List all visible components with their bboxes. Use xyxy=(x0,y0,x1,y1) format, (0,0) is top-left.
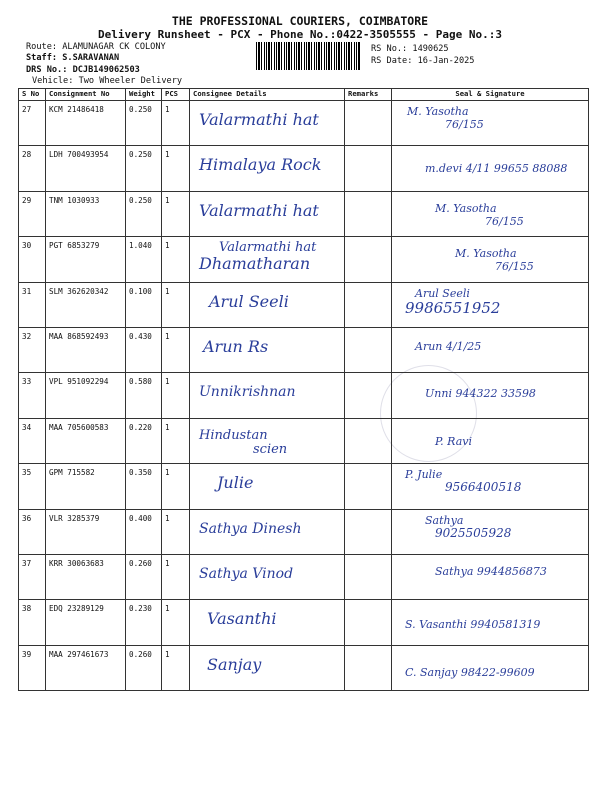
row-weight: 0.350 xyxy=(126,464,162,509)
row-signature xyxy=(392,101,589,146)
col-consignment: Consignment No xyxy=(46,89,126,101)
signature: Unni 944322 33598 xyxy=(425,387,536,401)
signature-extra: 9566400518 xyxy=(445,480,522,495)
row-consignment: KCM 21486418 xyxy=(46,101,126,146)
row-consignee xyxy=(190,191,345,236)
row-signature xyxy=(392,464,589,509)
consignee-handwriting: Sanjay xyxy=(207,654,262,674)
row-consignment: VLR 3285379 xyxy=(46,509,126,554)
row-remarks xyxy=(345,237,392,282)
row-consignee xyxy=(190,418,345,463)
row-weight: 0.100 xyxy=(126,282,162,327)
row-pcs: 1 xyxy=(162,191,190,236)
row-pcs: 1 xyxy=(162,146,190,191)
row-pcs: 1 xyxy=(162,645,190,690)
row-pcs: 1 xyxy=(162,282,190,327)
row-sno: 37 xyxy=(19,554,46,599)
row-signature xyxy=(392,509,589,554)
col-weight: Weight xyxy=(126,89,162,101)
row-weight: 0.580 xyxy=(126,373,162,418)
row-signature xyxy=(392,146,589,191)
consignee-handwriting: Hindustan xyxy=(199,427,268,443)
table-row xyxy=(19,600,589,645)
signature: S. Vasanthi 9940581319 xyxy=(405,618,541,632)
row-weight: 0.250 xyxy=(126,101,162,146)
row-sno: 38 xyxy=(19,600,46,645)
row-remarks xyxy=(345,373,392,418)
row-consignee xyxy=(190,282,345,327)
consignee-handwriting: Vasanthi xyxy=(207,609,277,629)
table-row xyxy=(19,327,589,372)
row-pcs: 1 xyxy=(162,101,190,146)
consignee-extra: Valarmathi hat xyxy=(219,240,317,256)
barcode xyxy=(256,42,360,70)
row-consignment: PGT 6853279 xyxy=(46,237,126,282)
row-consignment: EDQ 23289129 xyxy=(46,600,126,645)
table-row xyxy=(19,146,589,191)
consignee-handwriting: Dhamatharan xyxy=(199,254,311,274)
consignee-handwriting: Sathya Dinesh xyxy=(199,520,302,537)
signature: Arun 4/1/25 xyxy=(415,339,482,353)
row-weight: 0.260 xyxy=(126,645,162,690)
row-weight: 0.430 xyxy=(126,327,162,372)
row-signature xyxy=(392,191,589,236)
row-weight: 0.260 xyxy=(126,554,162,599)
row-consignee xyxy=(190,146,345,191)
row-pcs: 1 xyxy=(162,509,190,554)
row-sno: 35 xyxy=(19,464,46,509)
row-sno: 29 xyxy=(19,191,46,236)
table-row xyxy=(19,418,589,463)
row-consignee xyxy=(190,101,345,146)
signature: P. Julie xyxy=(405,468,443,482)
row-consignment: GPM 715582 xyxy=(46,464,126,509)
row-consignment: LDH 700493954 xyxy=(46,146,126,191)
row-pcs: 1 xyxy=(162,237,190,282)
row-weight: 0.250 xyxy=(126,146,162,191)
row-weight: 0.400 xyxy=(126,509,162,554)
row-remarks xyxy=(345,509,392,554)
row-sno: 36 xyxy=(19,509,46,554)
drs-label: DRS No.: DCJB149062503 xyxy=(26,65,140,75)
signature: P. Ravi xyxy=(435,434,472,448)
signature: M. Yasotha xyxy=(435,201,497,215)
route-label: Route: ALAMUNAGAR CK COLONY xyxy=(26,42,166,52)
row-signature xyxy=(392,645,589,690)
row-remarks xyxy=(345,418,392,463)
row-remarks xyxy=(345,554,392,599)
table-row xyxy=(19,191,589,236)
row-signature xyxy=(392,554,589,599)
col-pcs: PCS xyxy=(162,89,190,101)
consignee-handwriting: Arun Rs xyxy=(203,336,269,356)
table-row xyxy=(19,282,589,327)
row-signature xyxy=(392,600,589,645)
table-row xyxy=(19,101,589,146)
consignee-handwriting: Himalaya Rock xyxy=(199,155,322,175)
signature: M. Yasotha xyxy=(407,105,469,118)
row-consignment: MAA 705600583 xyxy=(46,418,126,463)
row-remarks xyxy=(345,464,392,509)
row-consignment: TNM 1030933 xyxy=(46,191,126,236)
table-row xyxy=(19,373,589,418)
staff-label: Staff: S.SARAVANAN xyxy=(26,53,120,63)
row-remarks xyxy=(345,600,392,645)
signature: Sathya xyxy=(425,513,464,527)
row-consignment: SLM 362620342 xyxy=(46,282,126,327)
signature: m.devi 4/11 99655 88088 xyxy=(425,162,568,176)
row-consignment: MAA 868592493 xyxy=(46,327,126,372)
row-consignment: MAA 297461673 xyxy=(46,645,126,690)
row-pcs: 1 xyxy=(162,464,190,509)
runsheet-table xyxy=(18,88,589,691)
col-sno: S No xyxy=(19,89,46,101)
runsheet-subtitle: Delivery Runsheet - PCX - Phone No.:0422-3505555 - Page No.:3 xyxy=(98,28,502,41)
row-consignee xyxy=(190,373,345,418)
col-seal-signature: Seal & Signature xyxy=(392,89,589,101)
table-row xyxy=(19,509,589,554)
row-consignment: VPL 951092294 xyxy=(46,373,126,418)
signature-extra: 76/155 xyxy=(485,214,524,228)
row-sno: 34 xyxy=(19,418,46,463)
row-signature xyxy=(392,282,589,327)
signature: Sathya 9944856873 xyxy=(435,564,547,578)
row-signature xyxy=(392,237,589,282)
row-weight: 0.230 xyxy=(126,600,162,645)
row-weight: 0.220 xyxy=(126,418,162,463)
row-sno: 31 xyxy=(19,282,46,327)
row-pcs: 1 xyxy=(162,373,190,418)
col-consignee: Consignee Details xyxy=(190,89,345,101)
rs-date: RS Date: 16-Jan-2025 xyxy=(371,56,475,66)
table-row xyxy=(19,645,589,690)
rs-number: RS No.: 1490625 xyxy=(371,44,449,54)
table-row xyxy=(19,237,589,282)
signature: M. Yasotha xyxy=(455,247,517,261)
row-consignee xyxy=(190,600,345,645)
row-pcs: 1 xyxy=(162,554,190,599)
row-remarks xyxy=(345,282,392,327)
company-title: THE PROFESSIONAL COURIERS, COIMBATORE xyxy=(171,14,429,28)
row-remarks xyxy=(345,101,392,146)
row-consignee xyxy=(190,327,345,372)
signature: C. Sanjay 98422-99609 xyxy=(405,665,535,679)
consignee-extra: scien xyxy=(253,441,288,457)
row-signature xyxy=(392,373,589,418)
table-row xyxy=(19,464,589,509)
consignee-handwriting: Sathya Vinod xyxy=(199,565,294,582)
row-sno: 30 xyxy=(19,237,46,282)
signature-extra: 76/155 xyxy=(445,118,484,131)
consignee-handwriting: Unnikrishnan xyxy=(199,384,296,401)
signature: Arul Seeli xyxy=(415,286,470,300)
row-remarks xyxy=(345,146,392,191)
col-remarks: Remarks xyxy=(345,89,392,101)
row-sno: 32 xyxy=(19,327,46,372)
row-sno: 33 xyxy=(19,373,46,418)
row-signature xyxy=(392,327,589,372)
signature-extra: 9025505928 xyxy=(435,525,512,540)
row-consignee xyxy=(190,645,345,690)
row-weight: 1.040 xyxy=(126,237,162,282)
signature-extra: 76/155 xyxy=(495,260,534,274)
consignee-handwriting: Valarmathi hat xyxy=(199,200,319,220)
row-consignee xyxy=(190,237,345,282)
row-pcs: 1 xyxy=(162,327,190,372)
row-pcs: 1 xyxy=(162,600,190,645)
row-remarks xyxy=(345,327,392,372)
table-row xyxy=(19,554,589,599)
row-remarks xyxy=(345,645,392,690)
vehicle-label: Vehicle: Two Wheeler Delivery xyxy=(32,76,183,86)
consignee-handwriting: Valarmathi hat xyxy=(199,110,319,129)
row-sno: 39 xyxy=(19,645,46,690)
signature-extra: 9986551952 xyxy=(405,298,501,317)
row-consignee xyxy=(190,464,345,509)
row-consignee xyxy=(190,554,345,599)
consignee-handwriting: Arul Seeli xyxy=(209,291,289,311)
row-pcs: 1 xyxy=(162,418,190,463)
row-signature xyxy=(392,418,589,463)
row-remarks xyxy=(345,191,392,236)
consignee-handwriting: Julie xyxy=(217,473,254,493)
row-sno: 27 xyxy=(19,101,46,146)
row-weight: 0.250 xyxy=(126,191,162,236)
row-sno: 28 xyxy=(19,146,46,191)
row-consignment: KRR 30063683 xyxy=(46,554,126,599)
row-consignee xyxy=(190,509,345,554)
table-header-row xyxy=(19,89,589,101)
